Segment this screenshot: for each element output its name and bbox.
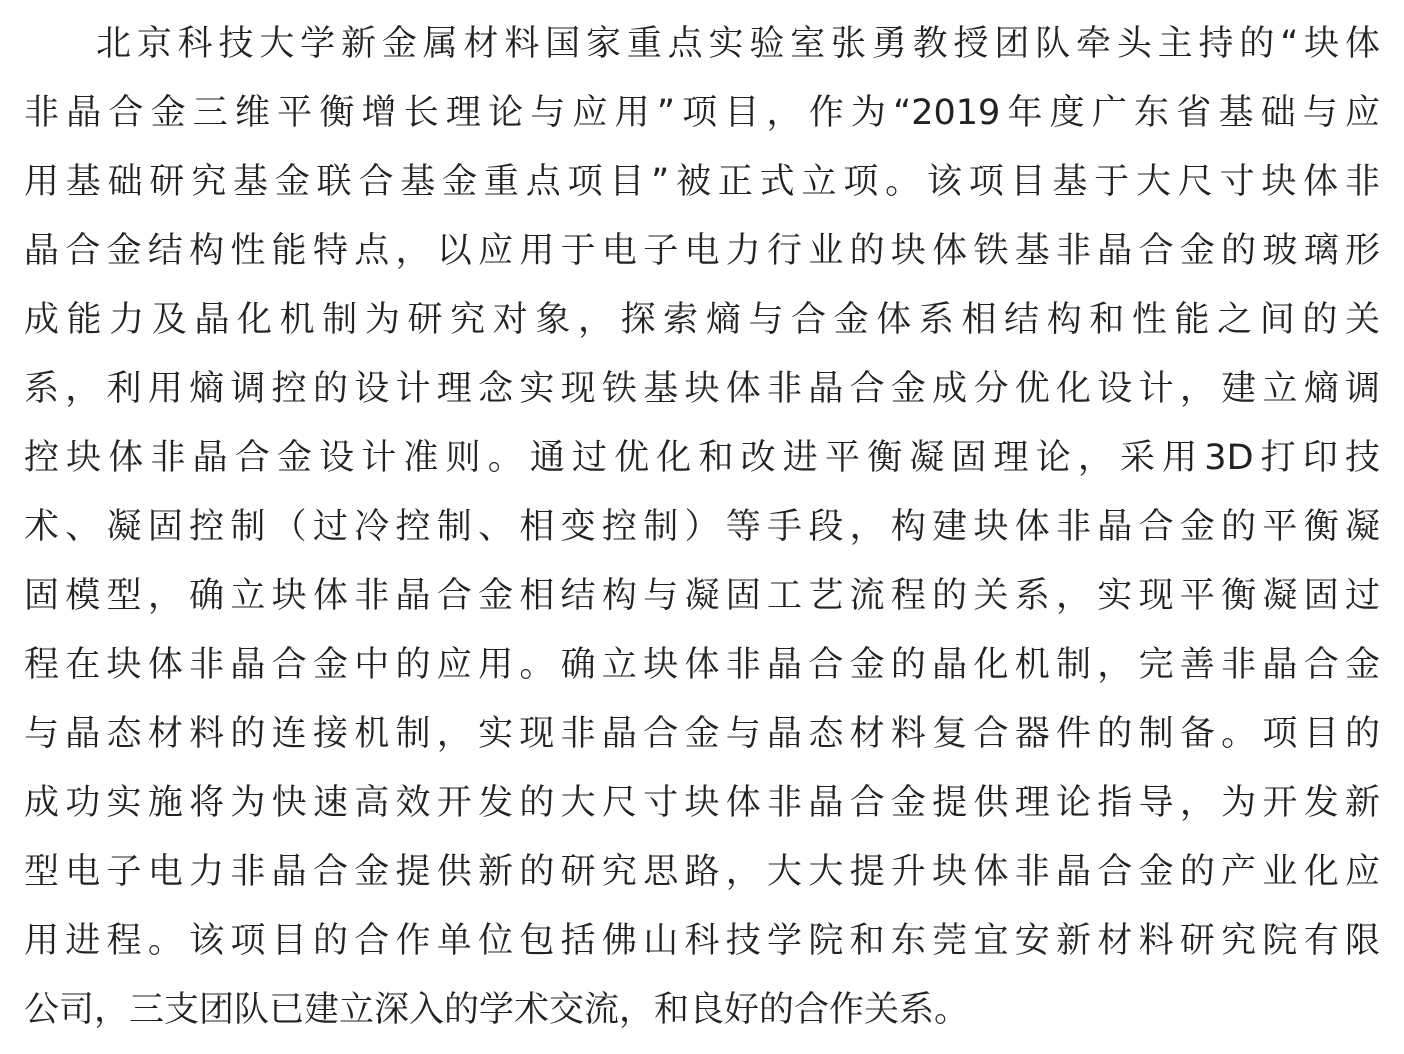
text-line: 北京科技大学新金属材料国家重点实验室张勇教授团队牵头主持的“块体 <box>96 24 1380 64</box>
text-line: 用基础研究基金联合基金重点项目”被正式立项。该项目基于大尺寸块体非 <box>24 162 1380 202</box>
text-line: 型电子电力非晶合金提供新的研究思路，大大提升块体非晶合金的产业化应 <box>24 852 1380 892</box>
text-line: 程在块体非晶合金中的应用。确立块体非晶合金的晶化机制，完善非晶合金 <box>24 645 1380 685</box>
text-line: 与晶态材料的连接机制，实现非晶合金与晶态材料复合器件的制备。项目的 <box>24 714 1380 754</box>
text-line: 公司，三支团队已建立深入的学术交流，和良好的合作关系。 <box>24 990 970 1030</box>
text-line: 成能力及晶化机制为研究对象，探索熵与合金体系相结构和性能之间的关 <box>24 300 1380 340</box>
text-line: 非晶合金三维平衡增长理论与应用”项目，作为“2019年度广东省基础与应 <box>24 93 1380 133</box>
text-line: 用进程。该项目的合作单位包括佛山科技学院和东莞宜安新材料研究院有限 <box>24 921 1380 961</box>
text-line: 系，利用熵调控的设计理念实现铁基块体非晶合金成分优化设计，建立熵调 <box>24 369 1380 409</box>
text-line: 晶合金结构性能特点，以应用于电子电力行业的块体铁基非晶合金的玻璃形 <box>24 231 1380 271</box>
text-line: 固模型，确立块体非晶合金相结构与凝固工艺流程的关系，实现平衡凝固过 <box>24 576 1380 616</box>
text-line: 术、凝固控制（过冷控制、相变控制）等手段，构建块体非晶合金的平衡凝 <box>24 507 1380 547</box>
article-body <box>24 10 1380 1050</box>
text-line: 成功实施将为快速高效开发的大尺寸块体非晶合金提供理论指导，为开发新 <box>24 783 1380 823</box>
text-line: 控块体非晶合金设计准则。通过优化和改进平衡凝固理论，采用3D打印技 <box>24 438 1380 478</box>
